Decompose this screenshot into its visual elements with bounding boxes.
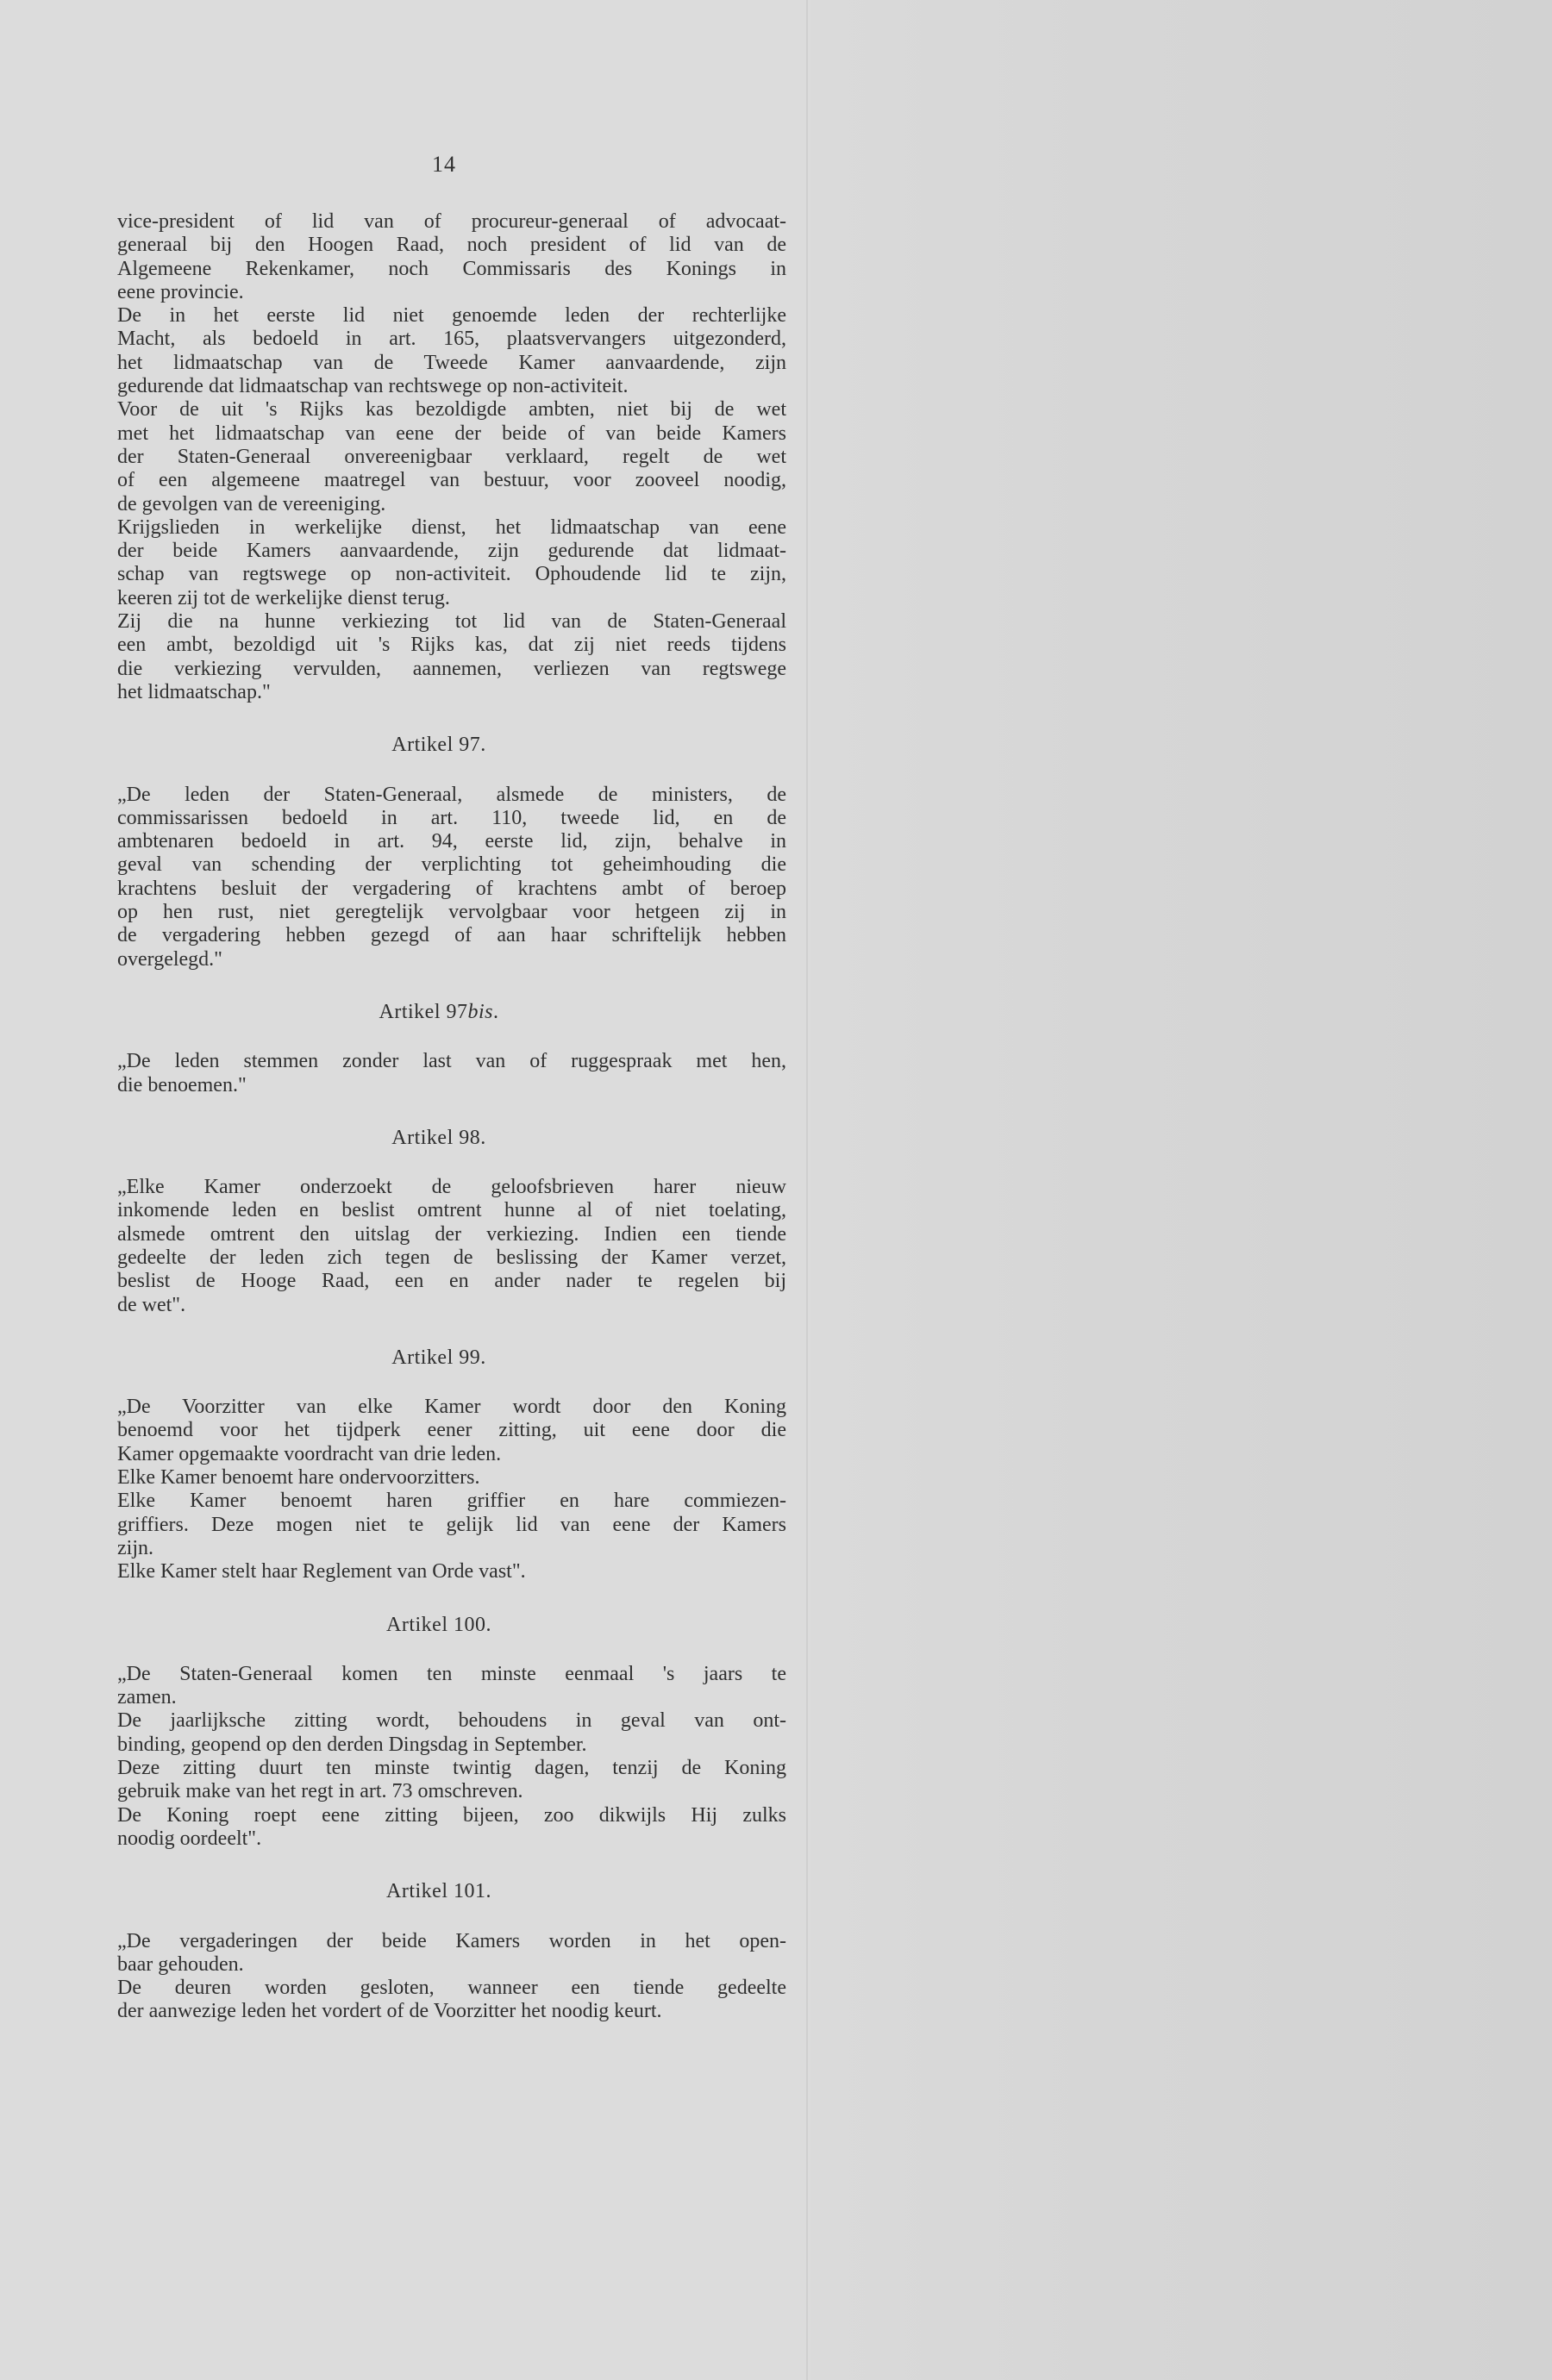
paragraph xyxy=(91,1709,786,1757)
text-line: alsmede omtrent den uitslag der verkiezing. Indien een tiende xyxy=(117,1222,786,1246)
paragraph xyxy=(91,516,786,610)
text-line: „De vergaderingen der beide Kamers worden in het open- xyxy=(117,1929,786,1952)
paragraph xyxy=(91,1466,786,1490)
text-line: De deuren worden gesloten, wanneer een tiende gedeelte xyxy=(117,1977,786,2000)
text-line: Zij die na hunne verkiezing tot lid van de Staten-Generaal xyxy=(117,610,786,634)
paragraph xyxy=(91,210,786,304)
text-line: of een algemeene maatregel van bestuur, voor zooveel noodig, xyxy=(117,469,786,492)
text-line: Elke Kamer benoemt hare ondervoorzitters. xyxy=(117,1466,480,1490)
text-line: zijn. xyxy=(117,1536,153,1559)
text-line: commissarissen bedoeld in art. 110, tweede lid, en de xyxy=(117,806,786,829)
text-line: Elke Kamer stelt haar Reglement van Orde vast". xyxy=(117,1560,526,1584)
text-line: zamen. xyxy=(117,1686,177,1709)
article-heading-text: Artikel 101. xyxy=(386,1880,491,1903)
article-heading-text: Artikel 100. xyxy=(386,1613,491,1636)
text-line: gebruik make van het regt in art. 73 omschreven. xyxy=(117,1780,523,1803)
article-heading-text: Artikel 97. xyxy=(391,734,486,757)
text-line: De Koning roept eene zitting bijeen, zoo dikwijls Hij zulks xyxy=(117,1803,786,1827)
text-line: een ambt, bezoldigd uit 's Rijks kas, dat zij niet reeds tijdens xyxy=(117,634,786,657)
article-heading-suffix: . xyxy=(493,1000,499,1023)
article-heading xyxy=(91,1346,786,1370)
article-heading xyxy=(91,1880,786,1903)
text-line: generaal bij den Hoogen Raad, noch president of lid van de xyxy=(117,234,786,257)
article-heading xyxy=(91,1001,786,1024)
text-column xyxy=(91,210,786,2024)
text-line: „Elke Kamer onderzoekt de geloofsbrieven harer nieuw xyxy=(117,1176,786,1199)
paragraph xyxy=(91,1560,786,1584)
text-line: Deze zitting duurt ten minste twintig dagen, tenzij de Koning xyxy=(117,1757,786,1780)
text-line: „De Staten-Generaal komen ten minste eenmaal 's jaars te xyxy=(117,1662,786,1685)
text-line: der aanwezige leden het vordert of de Voorzitter het noodig keurt. xyxy=(117,2000,662,2023)
paragraph xyxy=(91,398,786,515)
text-line: gedurende dat lidmaatschap van rechtswege op non-activiteit. xyxy=(117,375,629,398)
text-line: Kamer opgemaakte voordracht van drie leden. xyxy=(117,1442,502,1465)
text-line: de gevolgen van de vereeniging. xyxy=(117,492,386,515)
text-line: eene provincie. xyxy=(117,280,244,303)
page-number: 14 xyxy=(432,152,456,177)
text-line: het lidmaatschap." xyxy=(117,680,271,703)
text-line: krachtens besluit der vergadering of krachtens ambt of beroep xyxy=(117,877,786,900)
text-line: Krijgslieden in werkelijke dienst, het lidmaatschap van eene xyxy=(117,515,786,539)
text-line: der beide Kamers aanvaardende, zijn gedurende dat lidmaat- xyxy=(117,540,786,563)
paragraph xyxy=(91,1490,786,1560)
text-line: „De leden stemmen zonder last van of ruggespraak met hen, xyxy=(117,1050,786,1073)
text-line: keeren zij tot de werkelijke dienst terug. xyxy=(117,586,450,609)
text-line: De jaarlijksche zitting wordt, behoudens in geval van ont- xyxy=(117,1709,786,1733)
text-line: noodig oordeelt". xyxy=(117,1827,262,1850)
text-line: die verkiezing vervulden, aannemen, verliezen van regtswege xyxy=(117,657,786,680)
paragraph xyxy=(91,1804,786,1852)
paragraph xyxy=(91,1930,786,1977)
paragraph xyxy=(91,1977,786,2024)
text-line: benoemd voor het tijdperk eener zitting, uit eene door die xyxy=(117,1419,786,1442)
text-line: griffiers. Deze mogen niet te gelijk lid van eene der Kamers xyxy=(117,1513,786,1536)
text-line: „De Voorzitter van elke Kamer wordt door den Koning xyxy=(117,1396,786,1419)
text-line: inkomende leden en beslist omtrent hunne al of niet toelating, xyxy=(117,1199,786,1222)
text-line: op hen rust, niet geregtelijk vervolgbaar voor hetgeen zij in xyxy=(117,901,786,924)
article-heading-italic: bis xyxy=(467,1000,493,1023)
paragraph xyxy=(91,784,786,971)
text-line: die benoemen." xyxy=(117,1073,247,1096)
text-line: Elke Kamer benoemt haren griffier en hare commiezen- xyxy=(117,1490,786,1513)
text-line: ambtenaren bedoeld in art. 94, eerste lid, zijn, behalve in xyxy=(117,830,786,853)
paragraph xyxy=(91,304,786,398)
text-line: Algemeene Rekenkamer, noch Commissaris des Konings in xyxy=(117,257,786,280)
article-heading xyxy=(91,1614,786,1637)
text-line: de wet". xyxy=(117,1293,186,1316)
paragraph xyxy=(91,1050,786,1097)
paragraph xyxy=(91,1757,786,1804)
article-heading xyxy=(91,734,786,757)
text-line: Voor de uit 's Rijks kas bezoldigde ambten, niet bij de wet xyxy=(117,398,786,422)
text-line: schap van regtswege op non-activiteit. Ophoudende lid te zijn, xyxy=(117,563,786,586)
paragraph xyxy=(91,610,786,704)
article-heading-text: Artikel 98. xyxy=(391,1126,486,1149)
text-line: Macht, als bedoeld in art. 165, plaatsvervangers uitgezonderd, xyxy=(117,328,786,351)
text-line: vice-president of lid van of procureur-generaal of advocaat- xyxy=(117,210,786,233)
text-line: der Staten-Generaal onvereenigbaar verklaard, regelt de wet xyxy=(117,445,786,468)
paragraph xyxy=(91,1176,786,1317)
article-heading xyxy=(91,1127,786,1150)
text-line: overgelegd." xyxy=(117,947,222,971)
paragraph xyxy=(91,1663,786,1710)
text-line: de vergadering hebben gezegd of aan haar schriftelijk hebben xyxy=(117,924,786,947)
paragraph xyxy=(91,1396,786,1466)
text-line: beslist de Hooge Raad, een en ander nader te regelen bij xyxy=(117,1270,786,1293)
article-heading-text: Artikel 99. xyxy=(391,1346,486,1369)
text-line: „De leden der Staten-Generaal, alsmede de ministers, de xyxy=(117,783,786,806)
text-line: gedeelte der leden zich tegen de beslissing der Kamer verzet, xyxy=(117,1246,786,1269)
text-line: baar gehouden. xyxy=(117,1952,244,1976)
text-line: De in het eerste lid niet genoemde leden der rechterlijke xyxy=(117,304,786,328)
text-line: geval van schending der verplichting tot geheimhouding die xyxy=(117,853,786,877)
article-heading-text: Artikel 97 xyxy=(379,1000,468,1023)
text-line: het lidmaatschap van de Tweede Kamer aanvaardende, zijn xyxy=(117,351,786,374)
text-line: binding, geopend op den derden Dingsdag in September. xyxy=(117,1733,587,1756)
text-line: met het lidmaatschap van eene der beide of van beide Kamers xyxy=(117,422,786,445)
